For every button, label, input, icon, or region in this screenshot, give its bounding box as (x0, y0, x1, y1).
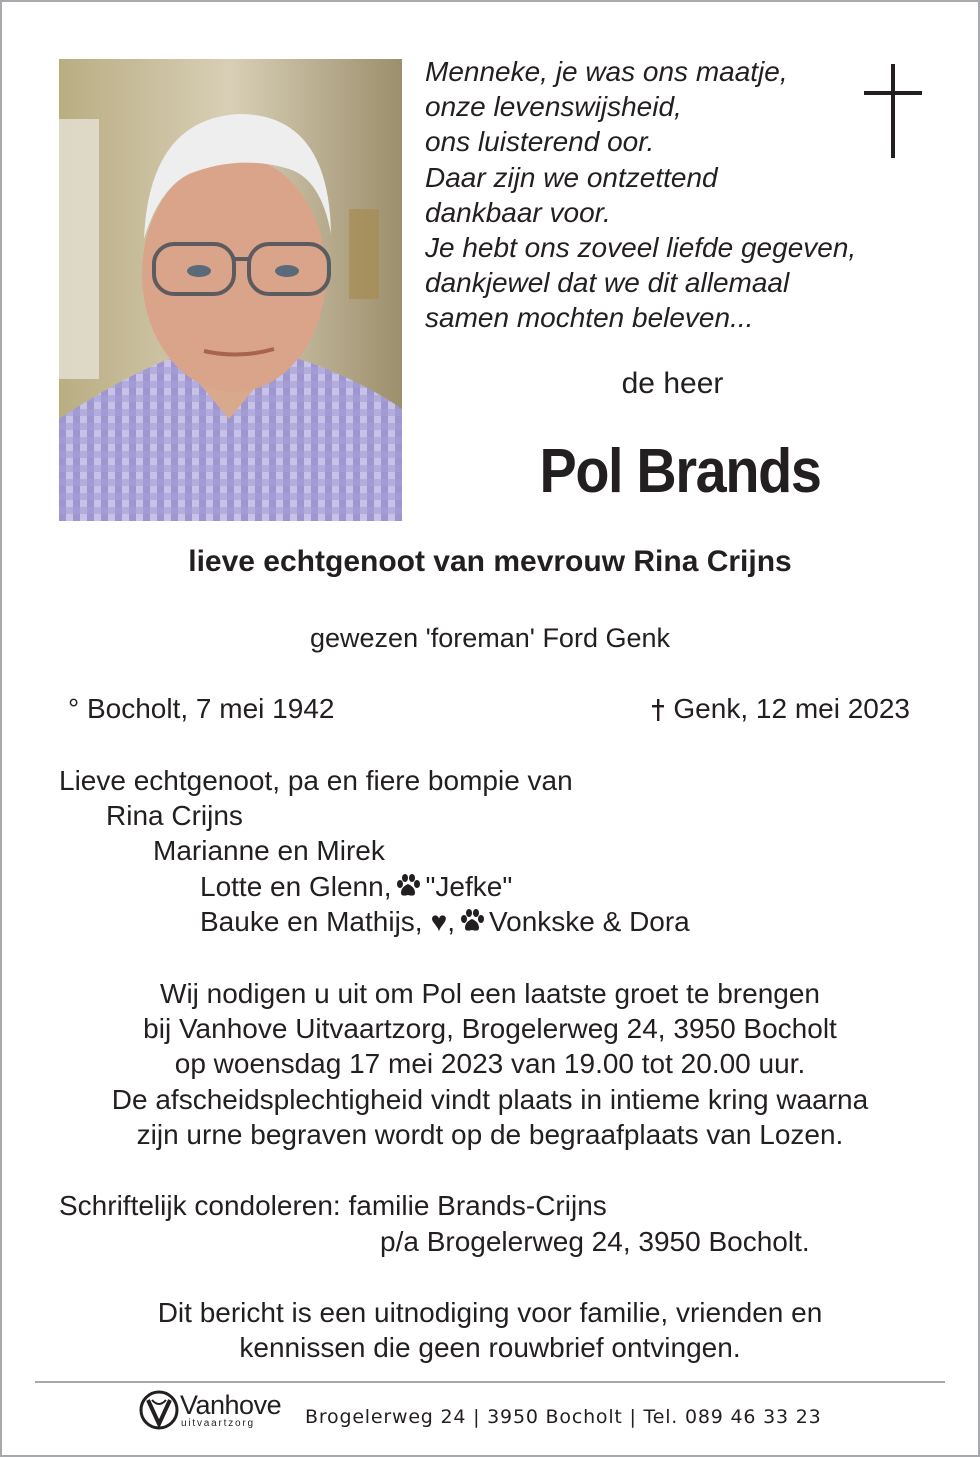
family-grandchild-2 (59, 904, 690, 939)
condolences-line-2: p/a Brogelerweg 24, 3950 Bocholt. (380, 1226, 810, 1257)
invitation (0, 976, 980, 1152)
spouse-line: lieve echtgenoot van mevrouw Rina Crijns (188, 545, 792, 578)
poem-line: dankbaar voor. (425, 196, 611, 228)
brand-name: Vanhove (180, 1390, 282, 1420)
invitation-line: bij Vanhove Uitvaartzorg, Brogelerweg 24, 3950 Bocholt (143, 1013, 837, 1045)
death-text: Genk, 12 mei 2023 (673, 693, 910, 724)
vanhove-logo-icon (138, 1388, 182, 1432)
notice-text (0, 1295, 980, 1365)
deceased-name: Pol Brands (539, 437, 821, 506)
notice-line: kennissen die geen rouwbrief ontvingen. (239, 1332, 741, 1364)
family-spouse: Rina Crijns (106, 800, 243, 832)
paw-icon (395, 873, 421, 899)
grandchild-1-pet: "Jefke" (425, 870, 513, 902)
family-list (59, 763, 690, 939)
death-line (651, 693, 910, 725)
invitation-line: De afscheidsplechtigheid vindt plaats in intieme kring waarna (111, 1083, 869, 1115)
footer-divider (35, 1381, 945, 1383)
poem-line: Je hebt ons zoveel liefde gegeven, (425, 232, 857, 264)
poem-line: dankjewel dat we dit allemaal (425, 267, 790, 299)
family-grandchild-1 (59, 869, 690, 904)
brand-subtitle: uitvaartzorg (181, 1418, 255, 1429)
grandchild-2-pets: Vonkske & Dora (488, 905, 690, 937)
grandchild-1-names: Lotte en Glenn, (200, 870, 392, 902)
family-children: Marianne en Mirek (153, 835, 385, 867)
poem-line: samen mochten beleven... (425, 302, 754, 334)
invitation-line: Wij nodigen u uit om Pol een laatste groet te brengen (160, 978, 820, 1009)
small-cross-icon (651, 697, 665, 721)
poem-line: Daar zijn we ontzettend (425, 161, 718, 193)
portrait-photo (59, 59, 402, 521)
birth-line: ° Bocholt, 7 mei 1942 (68, 693, 335, 724)
heart-icon: ♥, (430, 905, 455, 937)
grandchild-2-names: Bauke en Mathijs, (200, 905, 423, 937)
poem-line: Menneke, je was ons maatje, (425, 56, 788, 87)
occupation: gewezen 'foreman' Ford Genk (310, 623, 670, 653)
family-intro: Lieve echtgenoot, pa en fiere bompie van (59, 765, 573, 796)
poem-line: ons luisterend oor. (425, 126, 655, 158)
condolences-line-1: Schriftelijk condoleren: familie Brands-Crijns (59, 1190, 607, 1221)
honorific: de heer (621, 367, 724, 400)
condolences (59, 1188, 810, 1260)
notice-line: Dit bericht is een uitnodiging voor familie, vrienden en (157, 1297, 823, 1328)
invitation-line: op woensdag 17 mei 2023 van 19.00 tot 20.00 uur. (174, 1048, 806, 1080)
cross-icon (864, 64, 922, 158)
footer-address: Brogelerweg 24 | 3950 Bocholt | Tel. 089 46 33 23 (305, 1406, 822, 1428)
invitation-line: zijn urne begraven wordt op de begraafplaats van Lozen. (136, 1118, 844, 1150)
paw-icon (459, 908, 485, 934)
poem-line: onze levenswijsheid, (425, 91, 682, 123)
poem (425, 54, 895, 336)
